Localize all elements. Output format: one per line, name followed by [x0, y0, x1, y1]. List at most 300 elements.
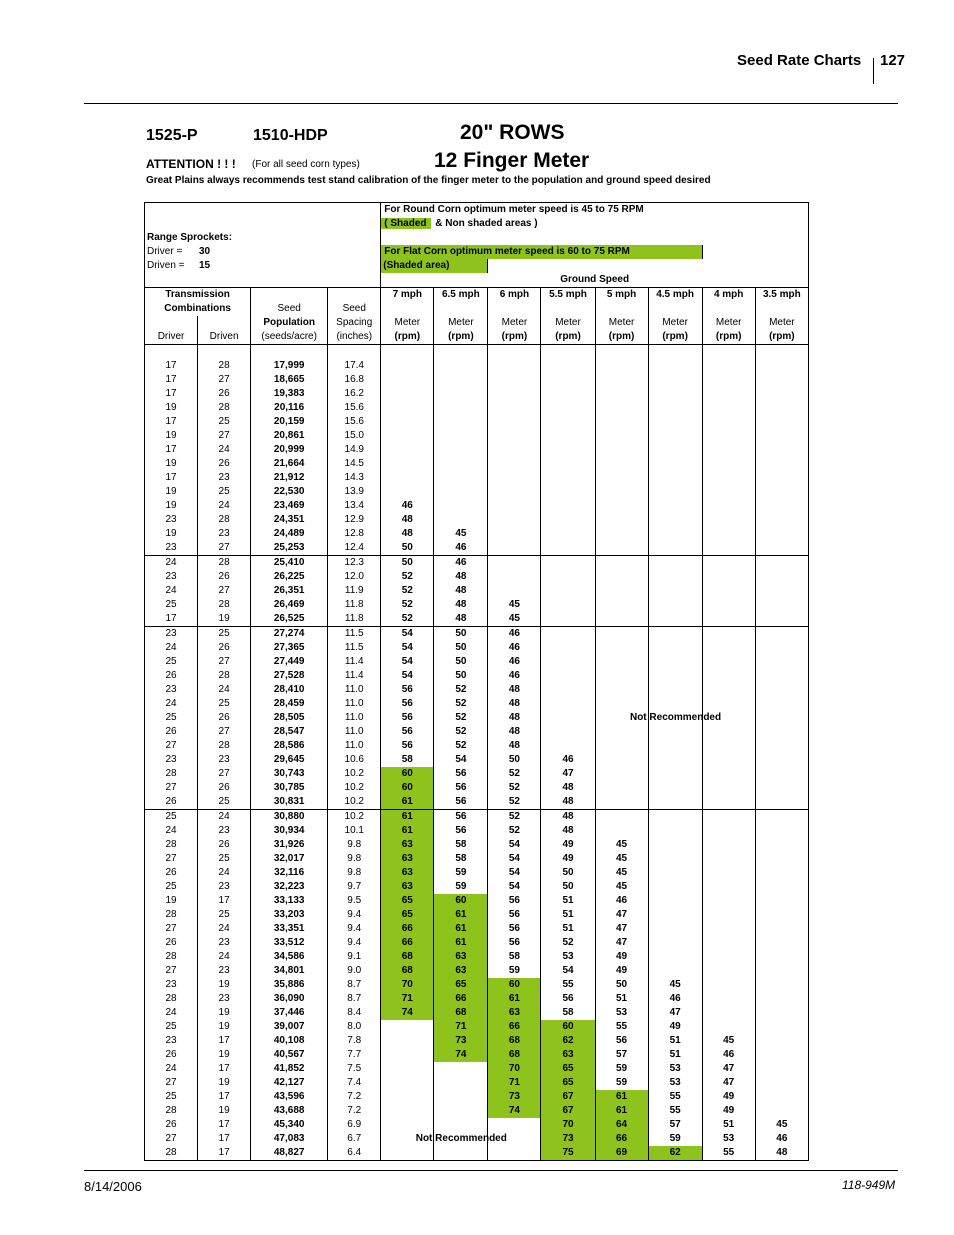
rpm-cell: 50 — [541, 880, 595, 894]
rpm-cell — [434, 1118, 488, 1132]
rpm-cell — [702, 992, 755, 1006]
rpm-cell — [541, 541, 595, 556]
driven-cell: 25 — [198, 852, 251, 866]
spacing-cell: 11.0 — [328, 739, 381, 753]
rpm-cell: 69 — [595, 1146, 648, 1161]
driver-cell: 27 — [145, 852, 198, 866]
rpm-cell — [541, 711, 595, 725]
rpm-cell — [755, 1006, 808, 1020]
rpm-header: (rpm) — [755, 330, 808, 345]
driver-cell: 25 — [145, 711, 198, 725]
population-cell: 24,489 — [251, 527, 328, 541]
driver-cell: 24 — [145, 697, 198, 711]
rpm-cell: 46 — [755, 1132, 808, 1146]
table-row — [145, 429, 809, 443]
rpm-cell: 48 — [381, 513, 434, 527]
driver-cell: 23 — [145, 513, 198, 527]
rpm-cell — [595, 556, 648, 571]
meter-header: Meter — [541, 316, 595, 330]
rpm-cell — [381, 471, 434, 485]
rpm-cell — [595, 387, 648, 401]
population-cell: 33,351 — [251, 922, 328, 936]
rpm-cell — [648, 541, 702, 556]
table-row — [145, 541, 809, 556]
rpm-cell — [541, 415, 595, 429]
spacing-cell: 12.0 — [328, 570, 381, 584]
rpm-cell — [595, 683, 648, 697]
rpm-cell — [541, 401, 595, 415]
rpm-cell: 65 — [434, 978, 488, 992]
rpm-cell: 56 — [381, 725, 434, 739]
driven-cell: 28 — [198, 598, 251, 612]
round-nonshaded-label: & Non shaded areas ) — [435, 218, 538, 229]
rpm-cell: 59 — [434, 866, 488, 880]
driver-cell: 23 — [145, 753, 198, 767]
spacing-cell: 11.4 — [328, 669, 381, 683]
rpm-cell — [702, 669, 755, 683]
rpm-cell — [381, 359, 434, 373]
table-row — [145, 527, 809, 541]
rpm-cell — [381, 429, 434, 443]
ground-speed-label: Ground Speed — [381, 273, 809, 288]
rpm-cell — [755, 950, 808, 964]
rpm-cell — [755, 471, 808, 485]
population-cell: 25,253 — [251, 541, 328, 556]
rpm-cell — [648, 781, 702, 795]
rpm-cell — [648, 964, 702, 978]
rpm-cell: 56 — [434, 781, 488, 795]
rpm-cell — [381, 1048, 434, 1062]
rpm-cell: 55 — [541, 978, 595, 992]
driven-cell: 23 — [198, 936, 251, 950]
rpm-cell — [702, 781, 755, 795]
rpm-cell — [755, 570, 808, 584]
rpm-cell — [755, 711, 808, 725]
rpm-cell — [702, 429, 755, 443]
spacing-cell: 9.4 — [328, 908, 381, 922]
rpm-cell: 45 — [488, 612, 541, 627]
spacing-cell: 15.0 — [328, 429, 381, 443]
driver-cell: 27 — [145, 781, 198, 795]
rpm-header: (rpm) — [488, 330, 541, 345]
rpm-header: (rpm) — [434, 330, 488, 345]
rpm-cell: 48 — [381, 527, 434, 541]
rpm-cell — [755, 387, 808, 401]
rpm-cell — [648, 739, 702, 753]
population-cell: 42,127 — [251, 1076, 328, 1090]
rpm-cell — [595, 697, 648, 711]
rpm-cell: 67 — [541, 1090, 595, 1104]
meter-header: Meter — [488, 316, 541, 330]
rpm-cell: 73 — [488, 1090, 541, 1104]
rpm-cell: 53 — [541, 950, 595, 964]
meter-header: Meter — [595, 316, 648, 330]
rpm-cell: 60 — [381, 767, 434, 781]
rpm-cell — [381, 1020, 434, 1034]
spacing-cell: 14.5 — [328, 457, 381, 471]
rpm-cell — [648, 499, 702, 513]
table-row — [145, 598, 809, 612]
rpm-cell: 48 — [488, 683, 541, 697]
table-row — [145, 612, 809, 627]
not-recommended-label: Not Recommended — [629, 712, 722, 723]
rpm-cell: 59 — [595, 1062, 648, 1076]
driven-cell: 26 — [198, 838, 251, 852]
driven-cell: 27 — [198, 584, 251, 598]
table-row — [145, 753, 809, 767]
spacing-cell: 15.6 — [328, 415, 381, 429]
driven-cell: 25 — [198, 485, 251, 499]
driver-cell: 28 — [145, 767, 198, 781]
table-row — [145, 866, 809, 880]
driver-cell: 25 — [145, 655, 198, 669]
driven-cell: 28 — [198, 513, 251, 527]
driver-header: Driver — [145, 330, 198, 345]
rpm-cell: 61 — [595, 1090, 648, 1104]
table-row — [145, 725, 809, 739]
table-row — [145, 936, 809, 950]
rpm-cell: 49 — [595, 950, 648, 964]
speed-header: 4.5 mph — [648, 288, 702, 303]
rpm-cell: 47 — [702, 1062, 755, 1076]
rpm-cell: 73 — [541, 1132, 595, 1146]
rpm-cell: 50 — [434, 655, 488, 669]
rpm-cell: 50 — [434, 641, 488, 655]
population-cell: 18,665 — [251, 373, 328, 387]
speed-header: 5 mph — [595, 288, 648, 303]
table-row — [145, 838, 809, 852]
rpm-cell — [755, 655, 808, 669]
spacing-cell: 6.7 — [328, 1132, 381, 1146]
rpm-cell — [595, 570, 648, 584]
rpm-cell — [595, 513, 648, 527]
rpm-cell: 52 — [488, 767, 541, 781]
rpm-cell — [541, 443, 595, 457]
population-cell: 43,596 — [251, 1090, 328, 1104]
rpm-cell — [702, 964, 755, 978]
population-cell: 41,852 — [251, 1062, 328, 1076]
driver-cell: 26 — [145, 936, 198, 950]
rpm-cell: 51 — [541, 894, 595, 908]
rpm-cell: 74 — [434, 1048, 488, 1062]
table-row — [145, 387, 809, 401]
rpm-cell: 56 — [541, 992, 595, 1006]
population-cell: 33,203 — [251, 908, 328, 922]
driven-cell: 25 — [198, 795, 251, 810]
driven-cell: 23 — [198, 824, 251, 838]
driven-cell: 19 — [198, 978, 251, 992]
rpm-cell — [595, 739, 648, 753]
rpm-cell: 49 — [702, 1090, 755, 1104]
meter-header: Meter — [434, 316, 488, 330]
rpm-cell — [541, 683, 595, 697]
table-row — [145, 471, 809, 485]
rpm-cell: 57 — [648, 1118, 702, 1132]
rpm-cell — [702, 852, 755, 866]
rpm-cell: 46 — [434, 541, 488, 556]
driver-cell: 23 — [145, 570, 198, 584]
speed-header: 5.5 mph — [541, 288, 595, 303]
rpm-cell: 65 — [381, 894, 434, 908]
rpm-cell: 56 — [488, 922, 541, 936]
rpm-cell — [755, 1104, 808, 1118]
rpm-cell — [648, 598, 702, 612]
rpm-cell: 46 — [488, 627, 541, 642]
spacing-cell: 9.5 — [328, 894, 381, 908]
rpm-cell: 53 — [648, 1062, 702, 1076]
rpm-cell: 52 — [488, 824, 541, 838]
rpm-cell — [595, 584, 648, 598]
rpm-cell — [488, 499, 541, 513]
spacing-cell: 6.9 — [328, 1118, 381, 1132]
rpm-cell — [434, 387, 488, 401]
transmission-header: Transmission — [145, 288, 251, 303]
driver-cell: 17 — [145, 612, 198, 627]
driver-cell: 19 — [145, 457, 198, 471]
rpm-cell: 63 — [434, 950, 488, 964]
table-row — [145, 824, 809, 838]
rpm-cell: 52 — [434, 711, 488, 725]
seed-rate-table — [144, 202, 809, 1161]
spacing-cell: 11.8 — [328, 612, 381, 627]
rpm-cell — [702, 359, 755, 373]
rpm-cell — [755, 415, 808, 429]
rpm-cell — [755, 1090, 808, 1104]
rpm-cell — [434, 1062, 488, 1076]
spacing-cell: 8.4 — [328, 1006, 381, 1020]
not-recommended-label: Not Recommended — [415, 1133, 507, 1144]
rpm-cell: 73 — [434, 1034, 488, 1048]
driven-cell: 24 — [198, 443, 251, 457]
rpm-cell — [648, 824, 702, 838]
driven-cell: 28 — [198, 359, 251, 373]
rpm-cell — [648, 373, 702, 387]
spacing-cell: 11.0 — [328, 697, 381, 711]
driven-cell: 26 — [198, 711, 251, 725]
rpm-cell: 70 — [541, 1118, 595, 1132]
rpm-cell — [702, 725, 755, 739]
spacing-cell: 12.8 — [328, 527, 381, 541]
rpm-cell: 51 — [595, 992, 648, 1006]
rpm-cell — [648, 401, 702, 415]
rpm-cell — [648, 359, 702, 373]
rpm-cell: 66 — [381, 922, 434, 936]
rpm-cell — [755, 1020, 808, 1034]
rpm-cell: 49 — [541, 852, 595, 866]
rpm-cell — [648, 556, 702, 571]
rpm-cell — [648, 753, 702, 767]
rpm-cell: 61 — [595, 1104, 648, 1118]
driver-cell: 27 — [145, 922, 198, 936]
table-row — [145, 1062, 809, 1076]
rpm-cell: 51 — [648, 1034, 702, 1048]
rpm-cell — [488, 1118, 541, 1132]
rpm-cell — [702, 936, 755, 950]
rpm-cell: 53 — [648, 1076, 702, 1090]
rpm-cell — [541, 669, 595, 683]
rpm-cell: 52 — [488, 810, 541, 825]
driver-cell: 24 — [145, 556, 198, 571]
rpm-cell — [702, 527, 755, 541]
rpm-cell — [434, 1104, 488, 1118]
rpm-cell — [595, 401, 648, 415]
population-cell: 37,446 — [251, 1006, 328, 1020]
rpm-cell: 46 — [488, 641, 541, 655]
rpm-cell: 50 — [595, 978, 648, 992]
rpm-cell — [434, 471, 488, 485]
rpm-cell: 59 — [595, 1076, 648, 1090]
rpm-cell: 48 — [488, 711, 541, 725]
rpm-cell: 66 — [381, 936, 434, 950]
rpm-cell: 63 — [381, 866, 434, 880]
rpm-cell — [434, 513, 488, 527]
rpm-cell — [755, 810, 808, 825]
driven-cell: 23 — [198, 527, 251, 541]
rpm-cell — [595, 598, 648, 612]
rpm-cell: 50 — [381, 556, 434, 571]
rpm-cell — [488, 443, 541, 457]
rpm-cell — [702, 950, 755, 964]
driven-label: Driven = — [147, 260, 185, 271]
rpm-cell: 56 — [381, 711, 434, 725]
rpm-cell — [755, 485, 808, 499]
rpm-cell — [648, 810, 702, 825]
population-cell: 40,108 — [251, 1034, 328, 1048]
rpm-cell — [755, 978, 808, 992]
spacing-cell: 6.4 — [328, 1146, 381, 1161]
rpm-cell — [755, 795, 808, 810]
driven-cell: 19 — [198, 612, 251, 627]
rpm-cell: 67 — [541, 1104, 595, 1118]
rpm-header: (rpm) — [595, 330, 648, 345]
rpm-cell: 60 — [541, 1020, 595, 1034]
population-cell: 26,525 — [251, 612, 328, 627]
rpm-cell — [595, 641, 648, 655]
population-cell: 26,469 — [251, 598, 328, 612]
rpm-cell: 54 — [488, 880, 541, 894]
spacing-cell: 9.4 — [328, 922, 381, 936]
rpm-cell: 63 — [381, 852, 434, 866]
row-spacing-title: 20" ROWS — [460, 121, 565, 144]
driver-cell: 28 — [145, 1104, 198, 1118]
rpm-cell — [755, 541, 808, 556]
rpm-cell — [648, 387, 702, 401]
rpm-cell — [381, 373, 434, 387]
rpm-cell — [648, 429, 702, 443]
speed-header: 6 mph — [488, 288, 541, 303]
rpm-cell — [648, 880, 702, 894]
driver-cell: 28 — [145, 950, 198, 964]
rpm-cell: 52 — [434, 697, 488, 711]
rpm-cell — [648, 584, 702, 598]
population-cell: 24,351 — [251, 513, 328, 527]
driver-cell: 26 — [145, 795, 198, 810]
rpm-cell: 68 — [488, 1034, 541, 1048]
rpm-cell — [488, 570, 541, 584]
rpm-cell: 49 — [648, 1020, 702, 1034]
rpm-cell — [702, 612, 755, 627]
rpm-cell: 52 — [434, 725, 488, 739]
rpm-cell: 52 — [434, 739, 488, 753]
driven-cell: 28 — [198, 556, 251, 571]
rpm-cell: 63 — [541, 1048, 595, 1062]
rpm-cell: 66 — [488, 1020, 541, 1034]
table-row — [145, 711, 809, 725]
rpm-cell — [755, 922, 808, 936]
rpm-cell — [595, 810, 648, 825]
driven-cell: 25 — [198, 627, 251, 642]
driver-cell: 28 — [145, 1146, 198, 1161]
table-row — [145, 810, 809, 825]
spacing-cell: 14.3 — [328, 471, 381, 485]
driver-cell: 17 — [145, 415, 198, 429]
rpm-cell: 52 — [488, 781, 541, 795]
rpm-cell — [595, 627, 648, 642]
rpm-cell — [648, 527, 702, 541]
rpm-cell: 47 — [595, 922, 648, 936]
rpm-cell: 52 — [381, 612, 434, 627]
meter-header: Meter — [755, 316, 808, 330]
rpm-cell — [702, 683, 755, 697]
speed-header: 7 mph — [381, 288, 434, 303]
table-row — [145, 669, 809, 683]
driver-cell: 27 — [145, 1076, 198, 1090]
rpm-cell — [702, 753, 755, 767]
rpm-cell — [755, 824, 808, 838]
rpm-cell — [755, 964, 808, 978]
rpm-cell: 61 — [488, 992, 541, 1006]
rpm-cell: 48 — [434, 612, 488, 627]
spacing-cell: 13.4 — [328, 499, 381, 513]
rpm-cell: 45 — [595, 866, 648, 880]
range-sprockets-label: Range Sprockets: — [145, 231, 381, 245]
rpm-cell — [488, 584, 541, 598]
population-cell: 27,365 — [251, 641, 328, 655]
rpm-cell: 65 — [541, 1062, 595, 1076]
rpm-cell — [755, 641, 808, 655]
population-cell: 33,512 — [251, 936, 328, 950]
table-row — [145, 359, 809, 373]
rpm-cell: 51 — [702, 1118, 755, 1132]
rpm-cell — [648, 683, 702, 697]
rpm-cell: 58 — [434, 852, 488, 866]
speed-header: 6.5 mph — [434, 288, 488, 303]
rpm-cell: 50 — [434, 669, 488, 683]
driven-cell: 17 — [198, 1118, 251, 1132]
driver-cell: 24 — [145, 1062, 198, 1076]
driver-cell: 17 — [145, 471, 198, 485]
driven-cell: 25 — [198, 697, 251, 711]
population-cell: 43,688 — [251, 1104, 328, 1118]
table-row — [145, 950, 809, 964]
footer-doc-number: 118-949M — [842, 1178, 896, 1192]
rpm-cell: 63 — [434, 964, 488, 978]
rpm-cell — [755, 612, 808, 627]
table-row — [145, 1090, 809, 1104]
rpm-cell — [755, 627, 808, 642]
rpm-header: (rpm) — [381, 330, 434, 345]
population-cell: 17,999 — [251, 359, 328, 373]
rpm-cell: 55 — [648, 1090, 702, 1104]
rpm-cell: 50 — [488, 753, 541, 767]
rpm-cell: 46 — [702, 1048, 755, 1062]
rpm-cell: 68 — [488, 1048, 541, 1062]
table-row — [145, 373, 809, 387]
driver-cell: 25 — [145, 598, 198, 612]
driver-cell: 23 — [145, 1034, 198, 1048]
population-cell: 29,645 — [251, 753, 328, 767]
rpm-cell: 60 — [434, 894, 488, 908]
